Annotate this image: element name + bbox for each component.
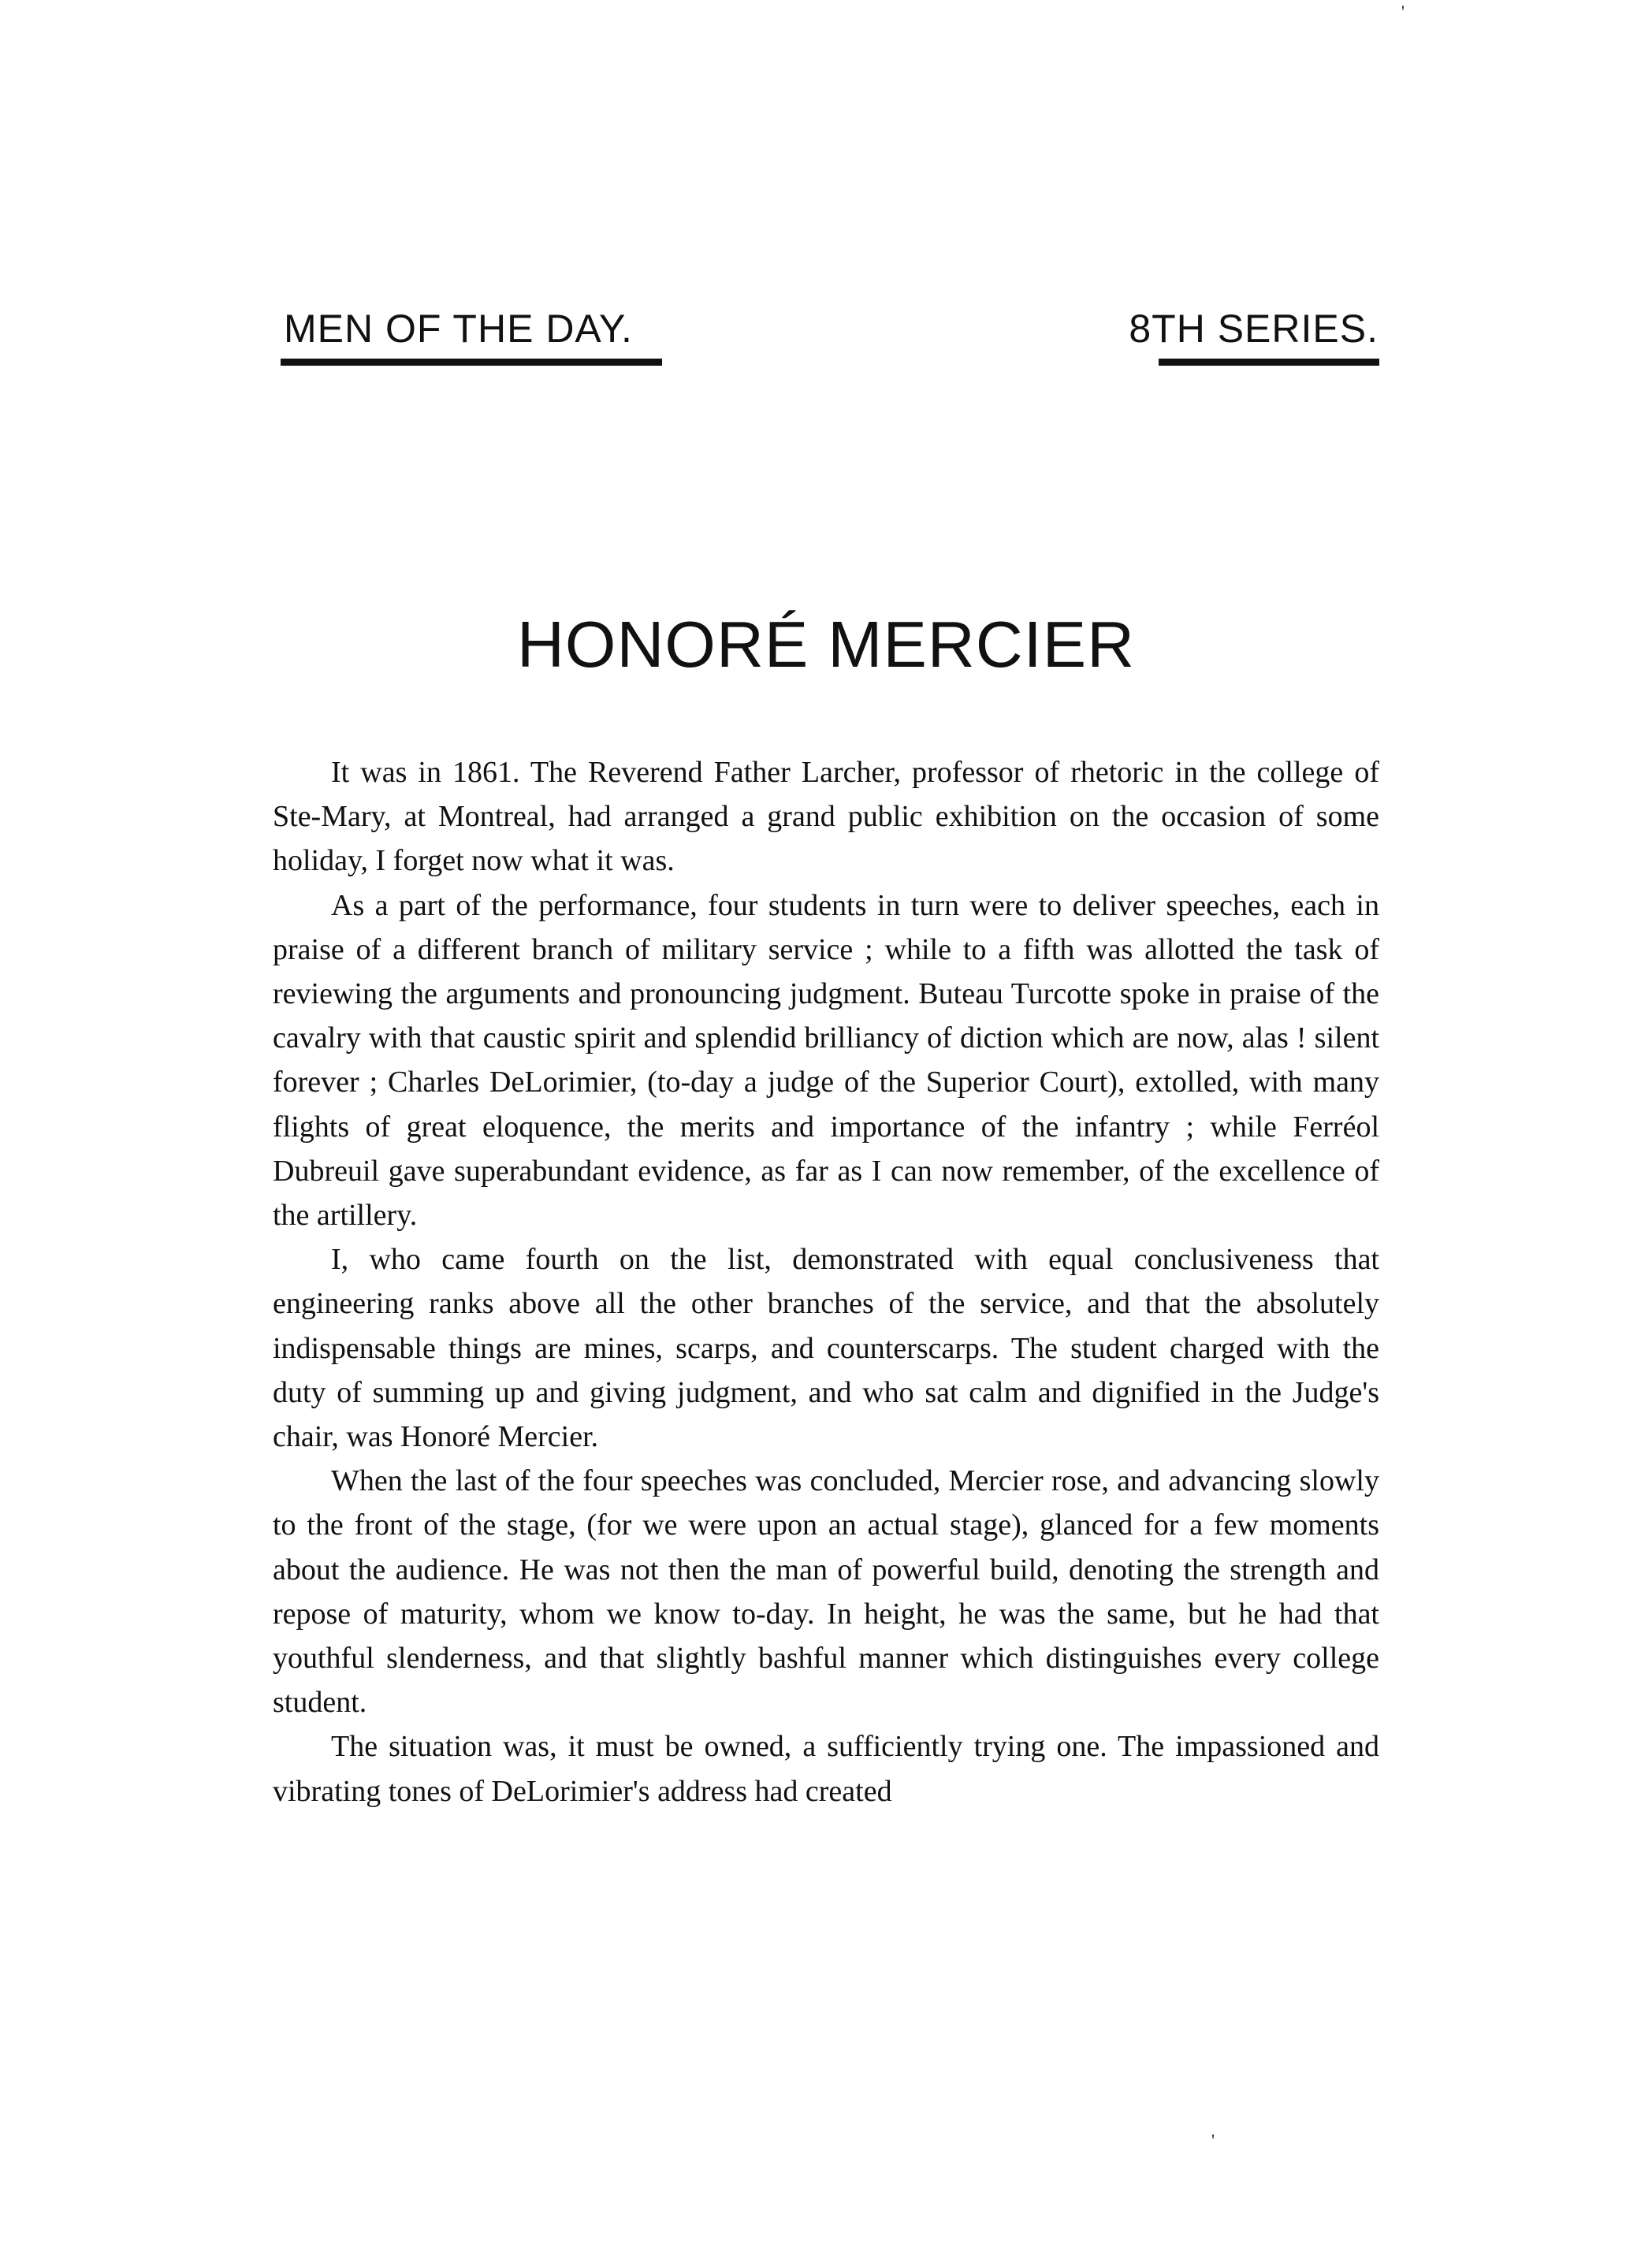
running-title-rule [281,359,662,366]
running-title: MEN OF THE DAY. [284,307,633,351]
paragraph: I, who came fourth on the list, demonstrated with equal conclusiveness that engineering ranks above all the other branches of the service, and that the absolutely indispensable things are mines, scarps, and counterscarps. The student charged with the duty of summing up and giving judgment, and who sat calm and dignified in the Judge's chair, was Honoré Mercier. [273,1243,1379,1454]
paragraph: As a part of the performance, four students in turn were to deliver speeches, each in praise of a different branch of military service ; while to a fifth was allotted the task of reviewing the arguments and pronouncing judgment. Buteau Turcotte spoke in praise of the cavalry with that caustic spirit and splendid brilliancy of diction which are now, alas ! silent forever ; Charles DeLorimier, (to-day a judge of the Superior Court), extolled, with many flights of great eloquence, the merits and importance of the infantry ; while Ferréol Dubreuil gave superabundant evidence, as far as I can now remember, of the excellence of the artillery. [273,888,1379,1233]
page-bottom-mark: ' [1211,2130,1215,2150]
paragraph: It was in 1861. The Reverend Father Larcher, professor of rhetoric in the college of Ste-Mary, at Montreal, had arranged a grand public exhibition on the occasion of some holiday, I forget now what it was. [273,756,1379,878]
paragraph: When the last of the four speeches was concluded, Mercier rose, and advancing slowly to the front of the stage, (for we were upon an actual stage), glanced for a few moments about the audience. He was not then the man of powerful build, denoting the strength and repose of maturity, whom we know to-day. In height, he was the same, but he had that youthful slenderness, and that slightly bashful manner which distinguishes every college student. [273,1464,1379,1720]
page-title: HONORÉ MERCIER [516,608,1136,681]
series-label-rule [1159,359,1379,366]
series-label: 8TH SERIES. [1129,307,1379,351]
page-corner-mark: ' [1401,2,1405,21]
paragraph: The situation was, it must be owned, a sufficiently trying one. The impassioned and vibrating tones of DeLorimier's address had created [273,1730,1379,1808]
article-body [273,750,1379,1813]
